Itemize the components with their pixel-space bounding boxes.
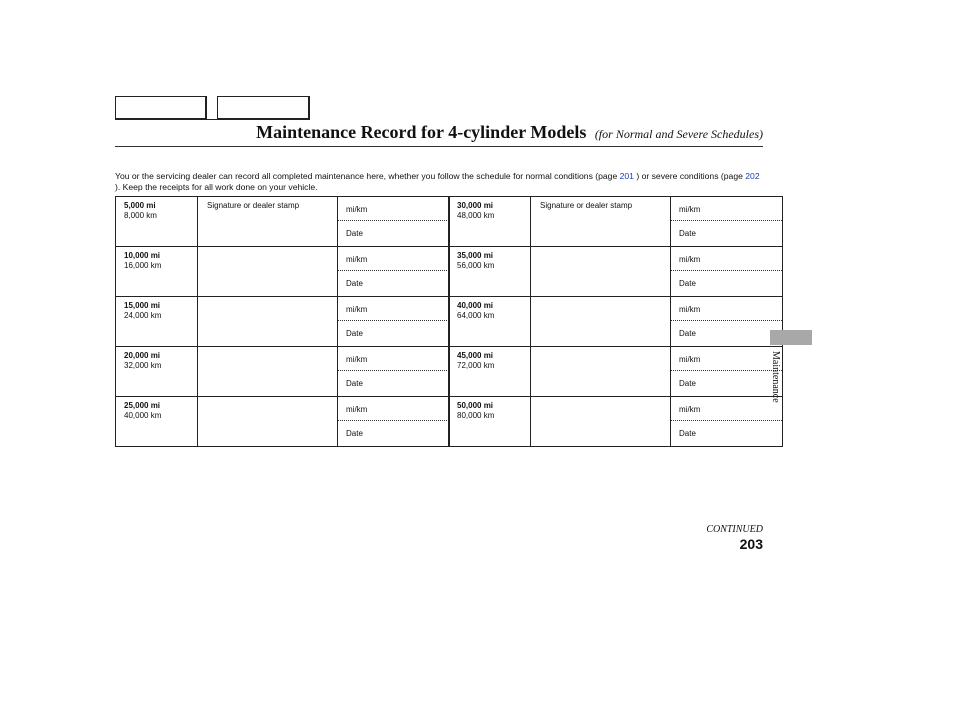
table-row: [116, 247, 450, 297]
signature-cell[interactable]: [198, 347, 338, 397]
mileage-mi: 50,000 mi: [457, 401, 494, 410]
mileage-mi: 40,000 mi: [457, 301, 494, 310]
page-link-202[interactable]: 202: [745, 171, 760, 181]
date-field[interactable]: Date: [346, 379, 363, 388]
table-row: [116, 347, 450, 397]
section-tab[interactable]: [770, 330, 812, 345]
mileage-mi: 5,000 mi: [124, 201, 156, 210]
signature-cell[interactable]: [198, 297, 338, 347]
signature-label: Signature or dealer stamp: [540, 201, 633, 210]
mikm-field[interactable]: mi/km: [671, 297, 782, 321]
table-row: [116, 397, 450, 447]
page-subtitle: (for Normal and Severe Schedules): [594, 127, 763, 141]
intro-text: ) or severe conditions (page: [633, 171, 746, 181]
record-fields: [338, 247, 450, 297]
signature-label: Signature or dealer stamp: [207, 201, 300, 210]
date-field[interactable]: Date: [679, 229, 696, 238]
page-link-201[interactable]: 201: [619, 171, 634, 181]
table-row: [449, 247, 783, 297]
mileage-km: 16,000 km: [124, 260, 162, 270]
record-fields: [671, 247, 783, 297]
mileage-cell: [116, 397, 198, 447]
date-field[interactable]: Date: [346, 429, 363, 438]
mileage-km: 72,000 km: [457, 360, 495, 370]
title-rule: [115, 146, 763, 147]
signature-cell[interactable]: [531, 247, 671, 297]
mileage-km: 32,000 km: [124, 360, 162, 370]
mileage-mi: 45,000 mi: [457, 351, 494, 360]
mileage-km: 40,000 km: [124, 410, 162, 420]
signature-cell[interactable]: [198, 197, 338, 247]
record-fields: [671, 397, 783, 447]
record-fields: [338, 347, 450, 397]
mileage-km: 64,000 km: [457, 310, 495, 320]
page-header: [115, 122, 763, 143]
mileage-km: 56,000 km: [457, 260, 495, 270]
intro-text: You or the servicing dealer can record all completed maintenance here, whether you follow the schedule for normal conditions (page: [115, 171, 620, 181]
mikm-field[interactable]: mi/km: [338, 397, 449, 421]
date-field[interactable]: Date: [679, 329, 696, 338]
mileage-mi: 20,000 mi: [124, 351, 161, 360]
date-field[interactable]: Date: [679, 379, 696, 388]
mileage-km: 80,000 km: [457, 410, 495, 420]
mikm-field[interactable]: mi/km: [671, 347, 782, 371]
date-field[interactable]: Date: [679, 429, 696, 438]
mileage-km: 48,000 km: [457, 210, 495, 220]
mileage-cell: [116, 197, 198, 247]
mileage-cell: [449, 347, 531, 397]
table-row: [449, 297, 783, 347]
mileage-mi: 25,000 mi: [124, 401, 161, 410]
mikm-field[interactable]: mi/km: [338, 197, 449, 221]
mikm-field[interactable]: mi/km: [671, 397, 782, 421]
mileage-cell: [449, 197, 531, 247]
record-fields: [671, 197, 783, 247]
date-field[interactable]: Date: [679, 279, 696, 288]
record-fields: [671, 297, 783, 347]
mikm-field[interactable]: mi/km: [338, 297, 449, 321]
mileage-mi: 15,000 mi: [124, 301, 161, 310]
mikm-field[interactable]: mi/km: [338, 347, 449, 371]
mileage-km: 8,000 km: [124, 210, 157, 220]
page-number: 203: [739, 536, 763, 552]
table-row: [449, 347, 783, 397]
top-rule: [115, 119, 310, 120]
mileage-cell: [449, 397, 531, 447]
mileage-mi: 30,000 mi: [457, 201, 494, 210]
mileage-cell: [449, 247, 531, 297]
mileage-cell: [116, 347, 198, 397]
date-field[interactable]: Date: [346, 329, 363, 338]
nav-button-1[interactable]: [115, 96, 207, 120]
signature-cell[interactable]: [198, 247, 338, 297]
mileage-cell: [116, 297, 198, 347]
mileage-cell: [116, 247, 198, 297]
page-title: Maintenance Record for 4-cylinder Models: [256, 122, 587, 142]
table-row: [116, 297, 450, 347]
signature-cell[interactable]: [531, 297, 671, 347]
signature-cell[interactable]: [531, 397, 671, 447]
table-row: [116, 197, 450, 247]
date-field[interactable]: Date: [346, 229, 363, 238]
mikm-field[interactable]: mi/km: [671, 247, 782, 271]
record-fields: [338, 297, 450, 347]
signature-cell[interactable]: [531, 347, 671, 397]
record-fields: [671, 347, 783, 397]
date-field[interactable]: Date: [346, 279, 363, 288]
table-row: [449, 397, 783, 447]
intro-text: ). Keep the receipts for all work done on your vehicle.: [115, 181, 318, 192]
mileage-km: 24,000 km: [124, 310, 162, 320]
mileage-cell: [449, 297, 531, 347]
maintenance-table-right: [448, 196, 783, 447]
intro-paragraph: [115, 171, 763, 192]
mileage-mi: 35,000 mi: [457, 251, 494, 260]
section-tab-label: Maintenance: [770, 351, 781, 403]
signature-cell[interactable]: [198, 397, 338, 447]
table-row: [449, 197, 783, 247]
continued-label: CONTINUED: [706, 524, 763, 535]
record-fields: [338, 197, 450, 247]
record-fields: [338, 397, 450, 447]
maintenance-table-left: [115, 196, 450, 447]
signature-cell[interactable]: [531, 197, 671, 247]
nav-button-2[interactable]: [217, 96, 310, 120]
mikm-field[interactable]: mi/km: [338, 247, 449, 271]
mikm-field[interactable]: mi/km: [671, 197, 782, 221]
mileage-mi: 10,000 mi: [124, 251, 161, 260]
